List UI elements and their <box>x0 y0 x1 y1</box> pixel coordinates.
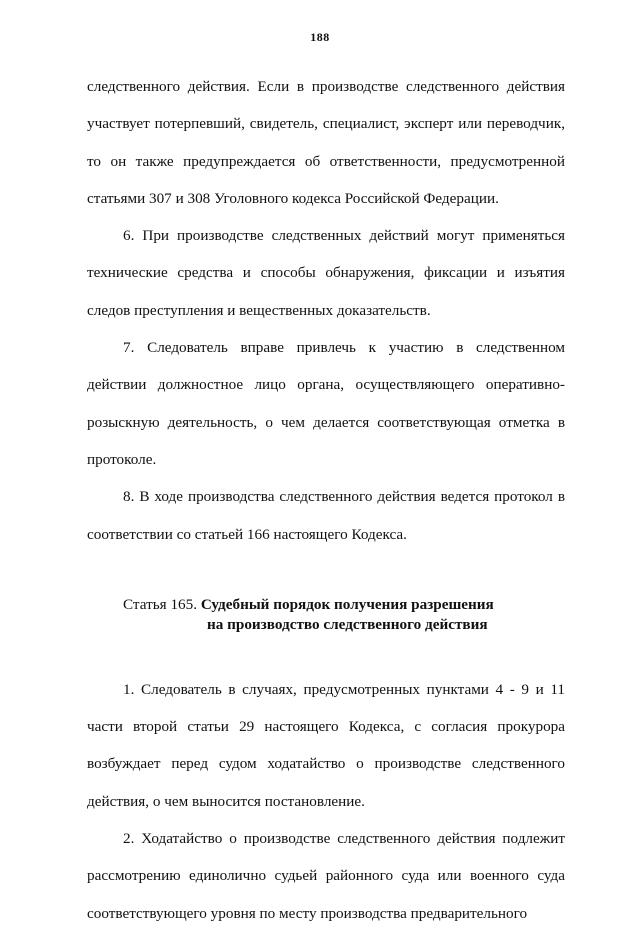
paragraph-item-8: 8. В ходе производства следственного действия ведется протокол в соответствии со статьей 166 настоящего Кодекса. <box>87 488 565 543</box>
paragraph-item-6: 6. При производстве следственных действий могут применяться технические средства и способы обнаружения, фиксации и изъятия следов преступления и вещественных доказательств. <box>87 227 565 319</box>
article-title-line1: Судебный порядок получения разрешения <box>200 595 494 613</box>
article-label: Статья 165. <box>123 595 201 613</box>
document-body <box>87 68 565 932</box>
paragraph-continuation: следственного действия. Если в производстве следственного действия участвует потерпевший, свидетель, специалист, эксперт или переводчик, то он также предупреждается об ответственности, предусмотренной статьями 307 и 308 Уголовного кодекса Российской Федерации. <box>87 78 565 207</box>
page-number: 188 <box>310 30 330 44</box>
paragraph-item-2: 2. Ходатайство о производстве следственного действия подлежит рассмотрению единолично судьей районного суда или военного суда соответствующего уровня по месту производства предварительного <box>87 830 565 922</box>
paragraph-item-7: 7. Следователь вправе привлечь к участию в следственном действии должностное лицо органа, осуществляющего оперативно-розыскную деятельность, о чем делается соответствующая отметка в протоколе. <box>87 339 565 468</box>
article-title-line2: на производство следственного действия <box>207 615 488 633</box>
paragraph-item-1: 1. Следователь в случаях, предусмотренных пунктами 4 - 9 и 11 части второй статьи 29 настоящего Кодекса, с согласия прокурора возбуждает перед судом ходатайство о производстве следственного действия, о чем выносится постановление. <box>87 680 565 810</box>
article-heading <box>123 595 565 635</box>
